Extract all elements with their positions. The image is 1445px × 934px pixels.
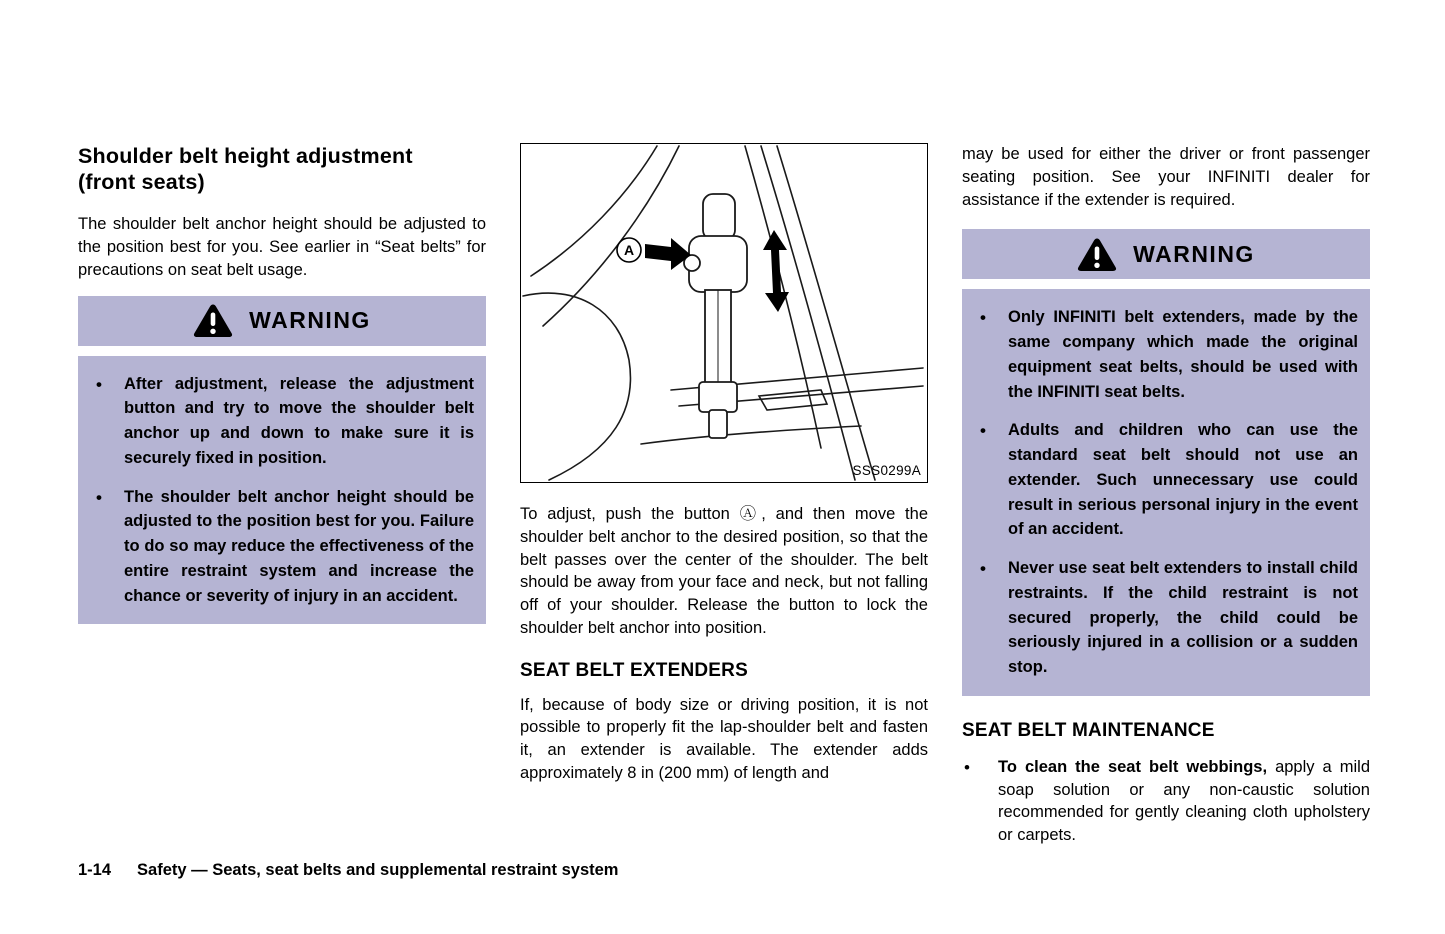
warning-header-left xyxy=(78,296,486,346)
warning-item-text: • After adjustment, release the adjustment button and try to move the shoulder belt anchor up and down to make sure it is securely fixed in position. xyxy=(124,374,474,467)
figure-seat-belt-adjuster xyxy=(520,143,928,483)
heading-seat-belt-extenders: SEAT BELT EXTENDERS xyxy=(520,659,748,681)
heading-shoulder-belt-adjustment xyxy=(78,143,486,195)
warning-item-text: • Only INFINITI belt extenders, made by the same company which made the original equipment seat belts, should be used with the INFINITI seat belts. xyxy=(1008,308,1358,401)
warning-title: WARNING xyxy=(1133,240,1255,267)
maintenance-item-lead: To clean the seat belt webbings, xyxy=(998,757,1268,776)
maintenance-item-rest: apply a mild soap solution or any non-caustic solution recommended for gently cleaning cloth upholstery or carpets. xyxy=(998,757,1370,845)
warning-item-text: • Never use seat belt extenders to install child restraints. If the child restraint is not secured properly, the child could be seriously injured in a collision or a sudden stop. xyxy=(1008,559,1358,677)
warning-triangle-icon xyxy=(1077,237,1117,272)
heading-seat-belt-maintenance: SEAT BELT MAINTENANCE xyxy=(962,719,1215,741)
warning-triangle-icon xyxy=(193,303,233,338)
adjust-instructions-paragraph: To adjust, push the button Ⓐ, and then move the shoulder belt anchor to the desired position, so that the belt passes over the center of the shoulder. The belt should be away from your face and neck, but not falling off of your shoulder. Release the button to lock the shoulder belt anchor into position. xyxy=(520,505,928,637)
seat-belt-adjuster-illustration xyxy=(521,144,927,482)
warning-list-left xyxy=(78,356,486,625)
page-footer xyxy=(78,861,618,880)
warning-item xyxy=(94,372,474,471)
warning-item xyxy=(978,556,1358,680)
heading-line-2: (front seats) xyxy=(78,170,205,195)
content-columns xyxy=(78,143,1370,847)
right-column xyxy=(962,143,1370,847)
maintenance-item-text xyxy=(998,756,1370,847)
warning-item xyxy=(978,305,1358,404)
shoulder-belt-intro-paragraph: The shoulder belt anchor height should be adjusted to the position best for you. See earlier in “Seat belts” for precautions on seat belt usage. xyxy=(78,215,486,279)
figure-label: SSS0299A xyxy=(852,463,921,478)
warning-item xyxy=(94,485,474,609)
callout-letter: A xyxy=(623,242,635,258)
middle-column xyxy=(520,143,928,847)
footer-section-title: Safety — Seats, seat belts and supplemental restraint system xyxy=(137,861,619,879)
warning-title: WARNING xyxy=(249,307,371,334)
warning-item-text: • Adults and children who can use the standard seat belt should not use an extender. Such unnecessary use could result in serious personal injury in the event of an accident. xyxy=(1008,421,1358,539)
page-number: 1-14 xyxy=(78,861,112,879)
warning-header-right xyxy=(962,229,1370,279)
warning-list-right xyxy=(962,289,1370,696)
extenders-paragraph: If, because of body size or driving position, it is not possible to properly fit the lap-shoulder belt and fasten it, an extender is available. The extender adds approximately 8 in (200 mm) of length and xyxy=(520,695,928,782)
warning-item xyxy=(978,418,1358,542)
extenders-continuation-paragraph: may be used for either the driver or front passenger seating position. See your INFINITI dealer for assistance if the extender is required. xyxy=(962,145,1370,209)
warning-item-text: • The shoulder belt anchor height should be adjusted to the position best for you. Failure to do so may reduce the effectiveness of the entire restraint system and increase the chance or severity of injury in an accident. xyxy=(124,487,474,605)
maintenance-item xyxy=(962,756,1370,847)
left-column xyxy=(78,143,486,847)
up-down-arrow xyxy=(763,230,789,312)
heading-line-1: Shoulder belt height adjustment xyxy=(78,144,413,168)
